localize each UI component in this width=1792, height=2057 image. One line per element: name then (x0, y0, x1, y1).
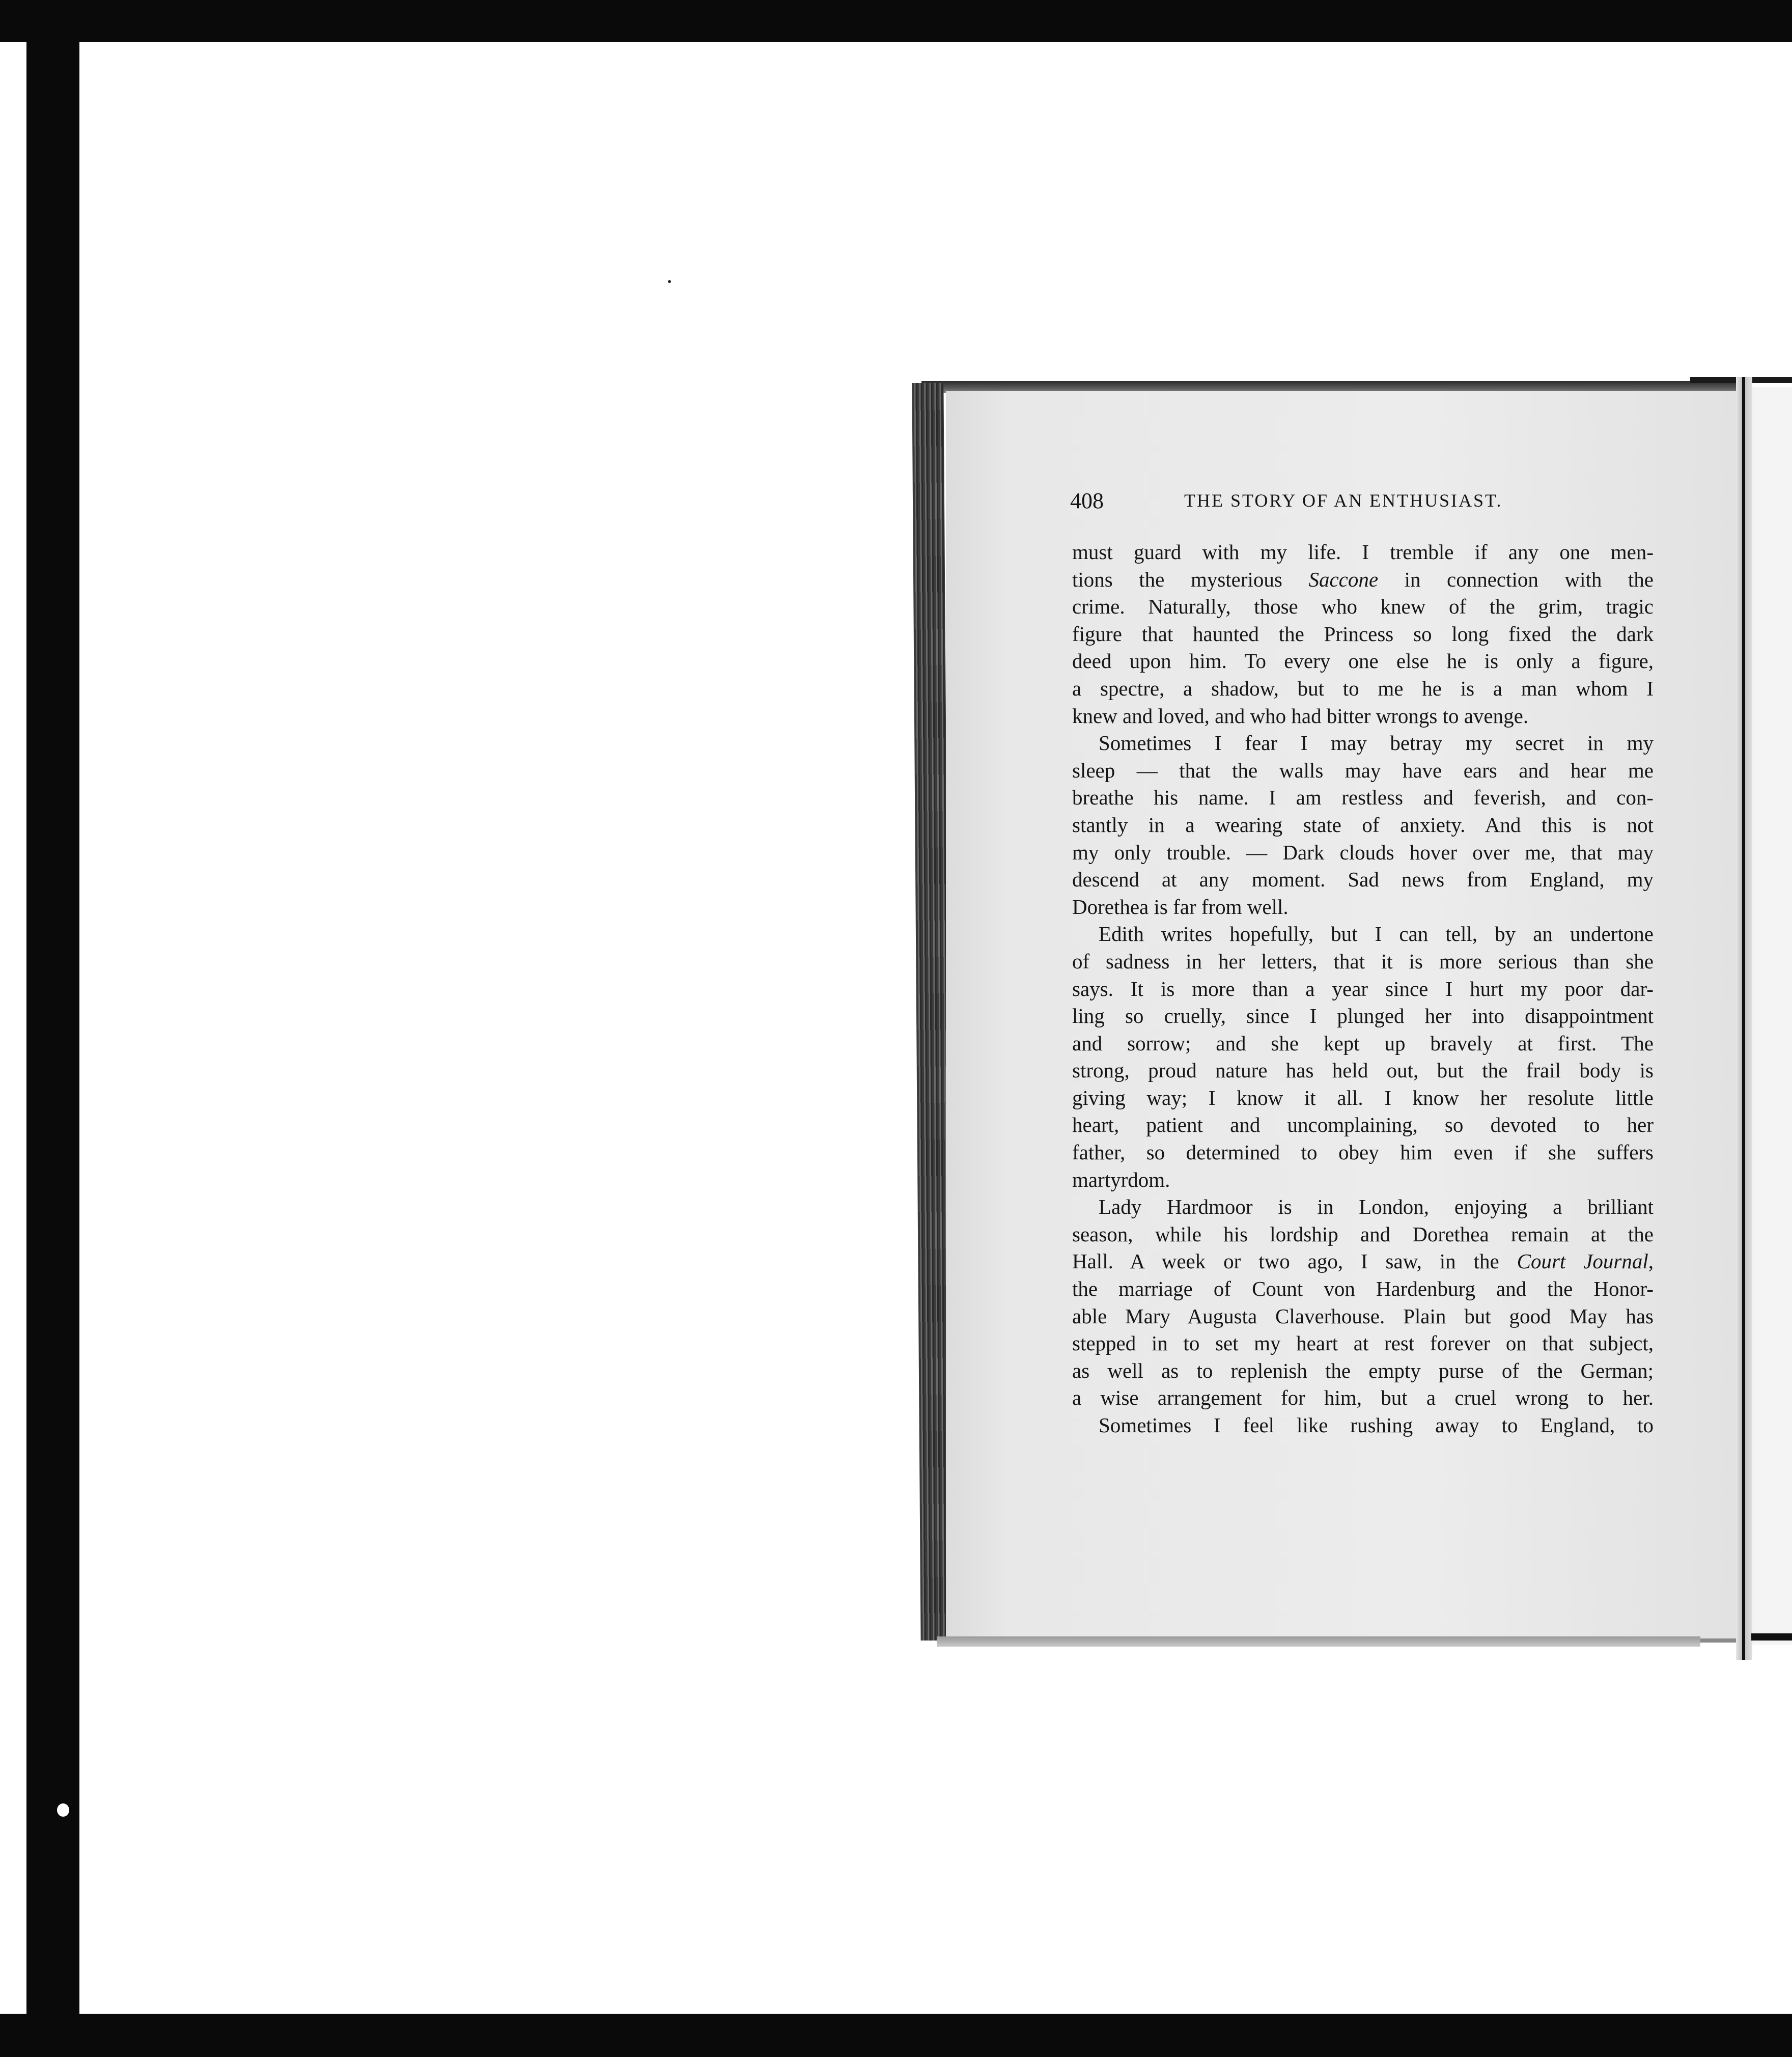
page-number: 408 (1070, 488, 1104, 513)
text-line: Hall. A week or two ago, I saw, in the Court Journal, (1072, 1249, 1654, 1273)
facing-page-bottom (1751, 1633, 1792, 1641)
dust-speck (668, 280, 671, 283)
text-line: heart, patient and uncomplaining, so devoted to her (1072, 1113, 1654, 1137)
text-line: crime. Naturally, those who knew of the grim, tragic (1072, 595, 1654, 619)
gutter-line (1742, 377, 1745, 1660)
text-line: tions the mysterious Saccone in connection with the (1072, 567, 1654, 591)
book-bottom-edge (937, 1636, 1700, 1647)
text-line: deed upon him. To every one else he is only a figure, (1072, 649, 1654, 673)
text-line: giving way; I know it all. I know her resolute little (1072, 1086, 1654, 1109)
text-line: knew and loved, and who had bitter wrongs to avenge. (1072, 704, 1529, 728)
text-line: the marriage of Count von Hardenburg and the Honor- (1072, 1277, 1654, 1301)
scan-mark (57, 1803, 69, 1817)
text-line: and sorrow; and she kept up bravely at first. The (1072, 1031, 1654, 1055)
text-line: father, so determined to obey him even if she suffers (1072, 1141, 1654, 1164)
text-line: a spectre, a shadow, but to me he is a man whom I (1072, 676, 1654, 700)
book-title: THE STORY OF AN ENTHUSIAST. (1184, 490, 1503, 511)
text-line: as well as to replenish the empty purse of the German; (1072, 1358, 1654, 1382)
text-line: Sometimes I fear I may betray my secret in my (1099, 731, 1654, 755)
text-line: figure that haunted the Princess so long fixed the dark (1072, 622, 1654, 646)
text-line: Lady Hardmoor is in London, enjoying a brilliant (1099, 1195, 1654, 1219)
scan-border-bottom (0, 2014, 1792, 2057)
italic-term: Saccone (1308, 567, 1379, 591)
scan-border-top (0, 0, 1792, 42)
body-text (1072, 539, 1654, 1439)
facing-page (1751, 387, 1792, 1645)
text-line: able Mary Augusta Claverhouse. Plain but good May has (1072, 1304, 1654, 1328)
text-line: stepped in to set my heart at rest forever on that subject, (1072, 1331, 1654, 1355)
text-line: stantly in a wearing state of anxiety. And this is not (1072, 813, 1654, 837)
text-line: Sometimes I feel like rushing away to England, to (1099, 1413, 1654, 1437)
text-line: martyrdom. (1072, 1168, 1170, 1191)
text-line: sleep — that the walls may have ears and hear me (1072, 758, 1654, 782)
text-line: breathe his name. I am restless and feverish, and con- (1072, 786, 1654, 810)
text-line: strong, proud nature has held out, but the frail body is (1072, 1059, 1654, 1082)
scan-border-left (30, 42, 79, 2014)
text-line: my only trouble. — Dark clouds hover over me, that may (1072, 840, 1654, 864)
text-line: of sadness in her letters, that it is more serious than she (1072, 949, 1654, 973)
text-line: ling so cruelly, since I plunged her into disappointment (1072, 1004, 1654, 1028)
italic-term: Court Journal (1517, 1249, 1648, 1273)
text-line: season, while his lordship and Dorethea remain at the (1072, 1222, 1654, 1246)
text-line: says. It is more than a year since I hurt my poor dar- (1072, 977, 1654, 1000)
scan-border-left-thin (0, 42, 32, 2014)
text-line: Dorethea is far from well. (1072, 895, 1289, 919)
text-line: Edith writes hopefully, but I can tell, by an undertone (1099, 922, 1654, 946)
text-line: descend at any moment. Sad news from England, my (1072, 868, 1654, 892)
text-line: must guard with my life. I tremble if any one men- (1072, 540, 1654, 564)
text-line: a wise arrangement for him, but a cruel wrong to her. (1072, 1386, 1654, 1410)
